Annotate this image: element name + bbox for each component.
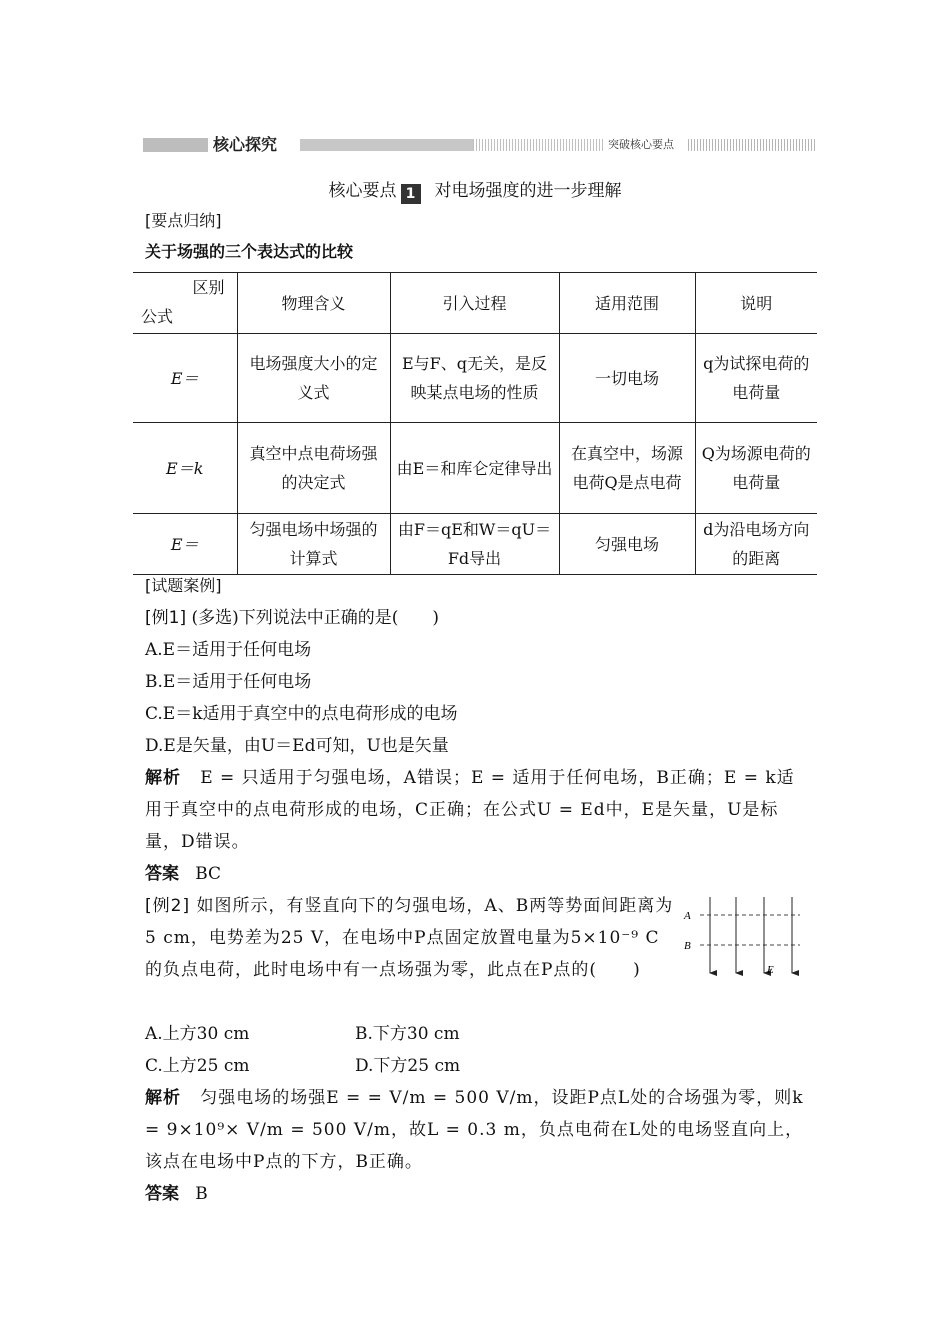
example1-label: [例1] (145, 608, 187, 628)
field-diagram (680, 895, 810, 980)
example1-analysis (145, 762, 810, 858)
example2-option-c: C.上方25 cm (145, 1056, 250, 1076)
header-cell: 引入过程 (390, 273, 559, 334)
label-b: B (684, 940, 691, 952)
formula-cell: E＝ (133, 514, 237, 575)
table-title: 关于场强的三个表达式的比较 (145, 242, 354, 261)
header-cell: 物理含义 (237, 273, 390, 334)
table-header-row (133, 273, 817, 334)
note-cell: d为沿电场方向的距离 (695, 514, 817, 575)
example2-stem (145, 890, 675, 986)
table-row (133, 423, 817, 514)
note-cell: Q为场源电荷的电荷量 (695, 423, 817, 514)
label-e: E (767, 964, 774, 976)
table-row (133, 514, 817, 575)
scope-cell: 一切电场 (559, 334, 695, 423)
banner-left-bar (143, 138, 208, 152)
scope-cell: 匀强电场 (559, 514, 695, 575)
table-corner-cell (133, 273, 237, 334)
example2-option-d: D.下方25 cm (355, 1056, 461, 1076)
analysis-label: 解析 (145, 768, 181, 788)
example2-label: [例2] (145, 896, 191, 916)
formula-cell: E＝k (133, 423, 237, 514)
example2-options-row2 (145, 1050, 461, 1082)
header-cell: 说明 (695, 273, 817, 334)
corner-bottom-label: 公式 (141, 307, 174, 326)
example1-question: (多选)下列说法中正确的是( ) (191, 608, 440, 628)
derivation-cell: 由F＝qE和W＝qU＝Fd导出 (390, 514, 559, 575)
example1-stem (145, 602, 439, 634)
key-point-heading (0, 178, 950, 204)
answer-label: 答案 (145, 1184, 179, 1204)
example1-option-a: A.E＝适用于任何电场 (145, 640, 312, 660)
section-banner (143, 134, 815, 156)
derivation-cell: E与F、q无关，是反映某点电场的性质 (390, 334, 559, 423)
section-points-label: [要点归纳] (145, 211, 222, 230)
example1-option-d: D.E是矢量，由U＝Ed可知，U也是矢量 (145, 736, 449, 756)
header-cell: 适用范围 (559, 273, 695, 334)
answer-label: 答案 (145, 864, 179, 884)
example2-answer (145, 1178, 208, 1210)
analysis-text: 匀强电场的场强E = = V/m = 500 V/m，设距P点L处的合场强为零，则k = 9×10⁹× V/m = 500 V/m，故L = 0.3 m，负点电荷在L处的电场竖直向上，该点在电场中P点的下方，B正确。 (145, 1088, 804, 1172)
formula-cell: E＝ (133, 334, 237, 423)
answer-text: BC (195, 864, 222, 884)
example1-answer (145, 858, 221, 890)
example1-option-c: C.E＝k适用于真空中的点电荷形成的电场 (145, 704, 458, 724)
section-cases-label: [试题案例] (145, 576, 222, 595)
example2-options-row1 (145, 1018, 460, 1050)
meaning-cell: 真空中点电荷场强的决定式 (237, 423, 390, 514)
banner-title: 核心探究 (213, 135, 278, 154)
answer-text: B (195, 1184, 208, 1204)
corner-top-label: 区别 (192, 278, 225, 297)
comparison-table (133, 272, 817, 575)
meaning-cell: 电场强度大小的定义式 (237, 334, 390, 423)
heading-title: 对电场强度的进一步理解 (434, 181, 622, 201)
derivation-cell: 由E＝和库仑定律导出 (390, 423, 559, 514)
heading-prefix: 核心要点 (328, 181, 397, 201)
example2-option-a: A.上方30 cm (145, 1024, 250, 1044)
example1-option-b: B.E＝适用于任何电场 (145, 672, 312, 692)
banner-stripes (473, 139, 603, 151)
note-cell: q为试探电荷的电荷量 (695, 334, 817, 423)
table-row (133, 334, 817, 423)
example2-option-b: B.下方30 cm (355, 1024, 460, 1044)
example2-analysis (145, 1082, 810, 1178)
example2-question: 如图所示，有竖直向下的匀强电场，A、B两等势面间距离为5 cm，电势差为25 V，在电场中P点固定放置电量为5×10⁻⁹ C的负点电荷，此时电场中有一点场强为零，此点在P点的( ) (145, 896, 674, 980)
analysis-text: E = 只适用于匀强电场，A错误；E = 适用于任何电场，B正确；E = k适用于真空中的点电荷形成的电场，C正确；在公式U = Ed中，E是矢量，U是标量，D错误。 (145, 768, 795, 852)
banner-right-stripes (688, 139, 815, 151)
label-a: A (684, 910, 691, 922)
meaning-cell: 匀强电场中场强的计算式 (237, 514, 390, 575)
scope-cell: 在真空中，场源电荷Q是点电荷 (559, 423, 695, 514)
heading-number-badge: 1 (401, 184, 421, 204)
analysis-label: 解析 (145, 1088, 181, 1108)
banner-right-label: 突破核心要点 (608, 138, 674, 151)
